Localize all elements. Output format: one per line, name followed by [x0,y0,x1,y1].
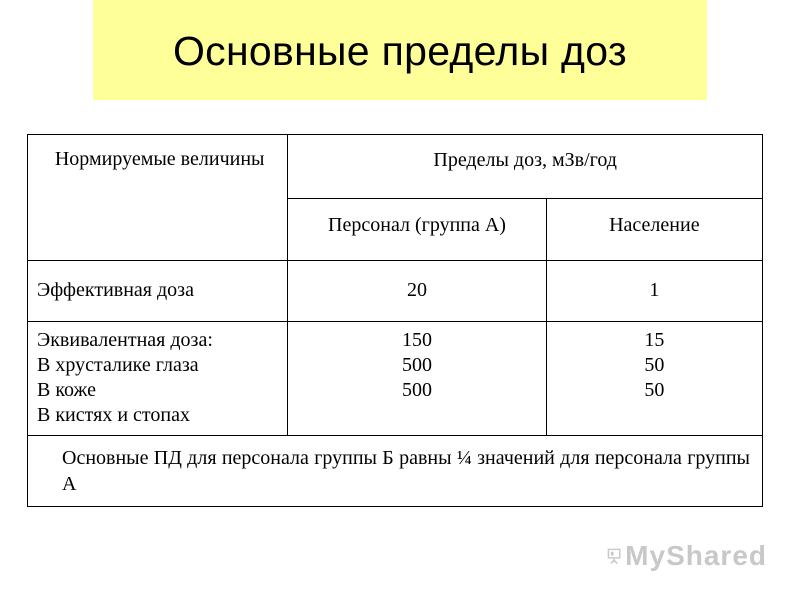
row-label: Эквивалентная доза: [37,329,213,351]
table-row [28,261,763,322]
header-limits-cell [288,135,763,199]
staff-value-cell [288,322,546,436]
title-banner [93,0,707,100]
table-header-row [28,135,763,199]
header-staff: Персонал (группа А) [328,214,506,237]
row-label-cell [28,322,288,436]
public-value: 50 [644,379,665,401]
public-value: 15 [644,329,665,351]
note-cell [28,436,763,507]
header-public-cell [546,199,762,261]
page-title: Основные пределы доз [172,27,628,74]
staff-value: 20 [407,279,428,301]
header-quantity-cell [28,135,288,261]
table-row [28,322,763,436]
row-label-cell [28,261,288,322]
staff-value: 500 [402,379,433,401]
public-value: 1 [649,279,660,301]
presentation-stand-icon [607,539,621,573]
staff-value-cell [288,261,546,322]
header-limits: Пределы доз, мЗв/год [433,149,617,171]
header-staff-cell [288,199,546,261]
table-note: Основные ПД для персонала группы Б равны ¼ значений для персонала группы А [62,447,750,495]
logo-text: MyShared [625,540,767,571]
public-value-cell [546,261,762,322]
public-value-cell [546,322,762,436]
staff-value: 150 [402,329,433,351]
watermark-logo [607,536,767,576]
dose-limits-table [27,134,763,507]
table-note-row [28,436,763,507]
row-sublabel: В коже [37,379,96,401]
row-label: Эффективная доза [37,279,194,301]
header-quantity: Нормируемые величины [54,148,265,170]
row-sublabel: В кистях и стопах [37,404,190,426]
public-value: 50 [644,354,665,376]
staff-value: 500 [402,354,433,376]
header-public: Население [609,214,700,237]
row-sublabel: В хрусталике глаза [37,354,199,376]
